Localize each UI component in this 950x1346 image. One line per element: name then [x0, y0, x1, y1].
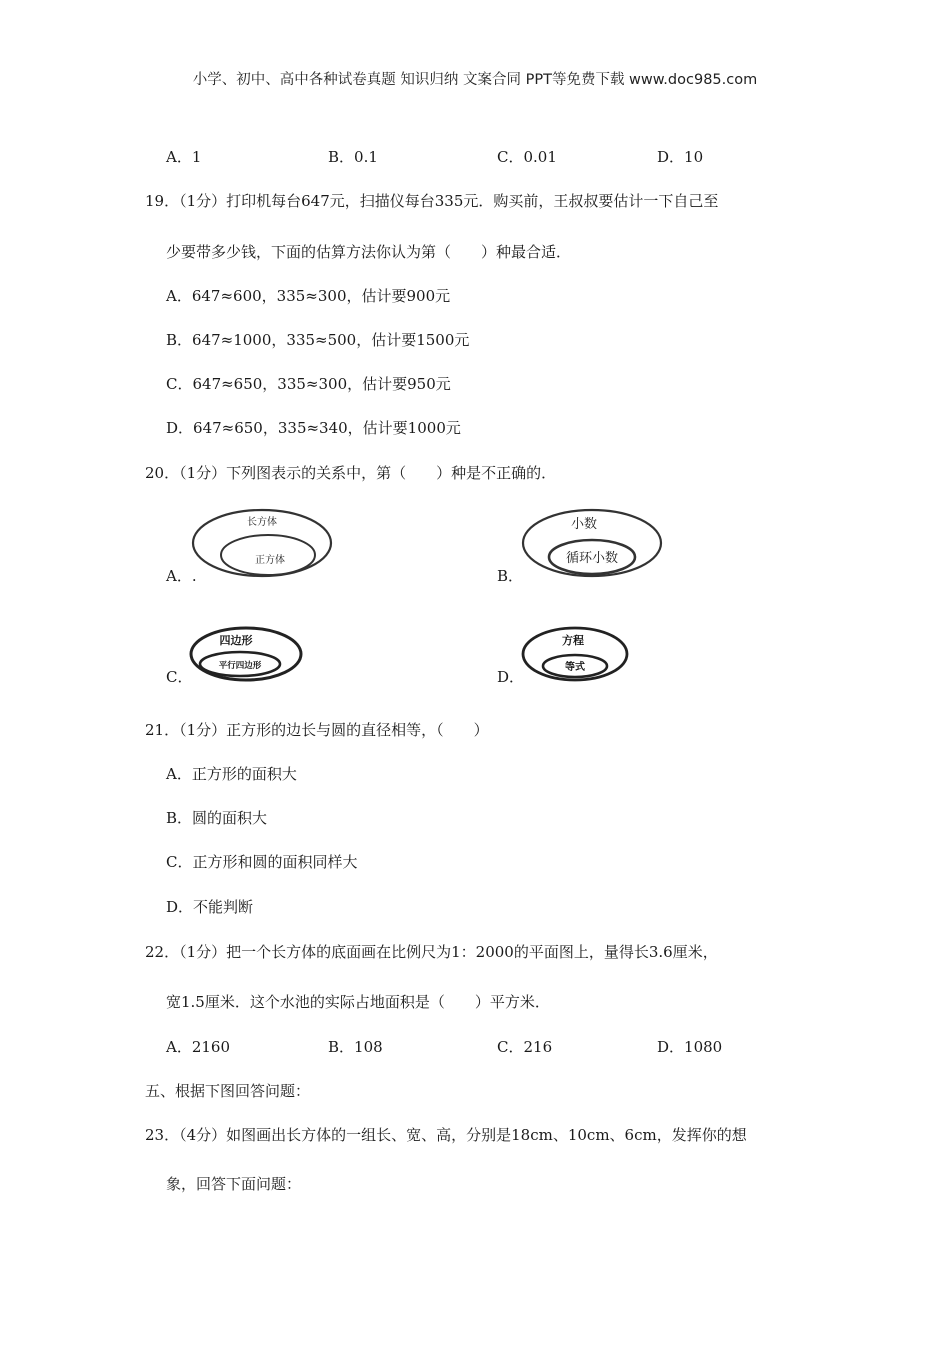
q20-label-b: B．	[497, 567, 524, 585]
venn-diagram-b	[520, 505, 670, 581]
venn-d-outer-label: 方程	[562, 634, 584, 647]
venn-diagram-a	[190, 505, 340, 581]
q22-option-c: C．216	[497, 1038, 553, 1056]
q19-stem-line1: 19．（1分）打印机每台647元，扫描仪每台335元．购买前，王叔叔要估计一下自己至	[145, 192, 719, 210]
q19-stem-line2: 少要带多少钱，下面的估算方法你认为第（ ）种最合适．	[166, 243, 572, 261]
venn-diagram-d	[520, 624, 630, 684]
q22-stem-line1: 22．（1分）把一个长方体的底面画在比例尺为1：2000的平面图上，量得长3.6厘米，	[145, 943, 718, 961]
q20-label-c: C．	[166, 668, 193, 686]
q22-option-b: B．108	[328, 1038, 383, 1056]
q21-option-c: C．正方形和圆的面积同样大	[166, 853, 358, 871]
q20-stem: 20．（1分）下列图表示的关系中，第（ ）种是不正确的．	[145, 464, 557, 482]
q23-stem-line1: 23．（4分）如图画出长方体的一组长、宽、高，分别是18cm、10cm、6cm，发挥你的想	[145, 1126, 747, 1144]
venn-c-inner-label: 平行四边形	[218, 661, 262, 671]
venn-a-outer-label: 长方体	[247, 517, 277, 528]
q21-option-d: D．不能判断	[166, 898, 254, 916]
venn-c-outer-label: 四边形	[219, 634, 253, 647]
q20-label-a: A．.	[166, 567, 197, 585]
section-five-heading: 五、根据下图回答问题：	[145, 1082, 311, 1100]
q19-option-c: C．647≈650，335≈300，估计要950元	[166, 375, 451, 393]
venn-a-inner-label: 正方体	[255, 555, 285, 566]
q18-option-b: B．0.1	[328, 148, 378, 166]
q18-option-c: C．0.01	[497, 148, 557, 166]
q18-option-a: A．1	[166, 148, 202, 166]
q22-option-a: A．2160	[166, 1038, 231, 1056]
q20-label-d: D．	[497, 668, 525, 686]
q18-option-d: D．10	[657, 148, 704, 166]
q21-option-b: B．圆的面积大	[166, 809, 268, 827]
q22-stem-line2: 宽1.5厘米．这个水池的实际占地面积是（ ）平方米．	[166, 993, 550, 1011]
venn-d-inner-label: 等式	[565, 662, 585, 673]
q19-option-a: A．647≈600，335≈300，估计要900元	[166, 287, 451, 305]
q23-stem-line2: 象，回答下面问题：	[166, 1175, 302, 1193]
q22-option-d: D．1080	[657, 1038, 723, 1056]
q21-stem: 21．（1分）正方形的边长与圆的直径相等，（ ）	[145, 721, 489, 739]
venn-diagram-c	[188, 624, 308, 684]
page-header: 小学、初中、高中各种试卷真题 知识归纳 文案合同 PPT等免费下载 www.doc985.com	[192, 72, 758, 88]
venn-b-outer-label: 小数	[570, 517, 598, 532]
venn-b-inner-label: 循环小数	[565, 551, 619, 566]
q21-option-a: A．正方形的面积大	[166, 765, 297, 783]
q19-option-d: D．647≈650，335≈340，估计要1000元	[166, 419, 461, 437]
q19-option-b: B．647≈1000，335≈500，估计要1500元	[166, 331, 470, 349]
